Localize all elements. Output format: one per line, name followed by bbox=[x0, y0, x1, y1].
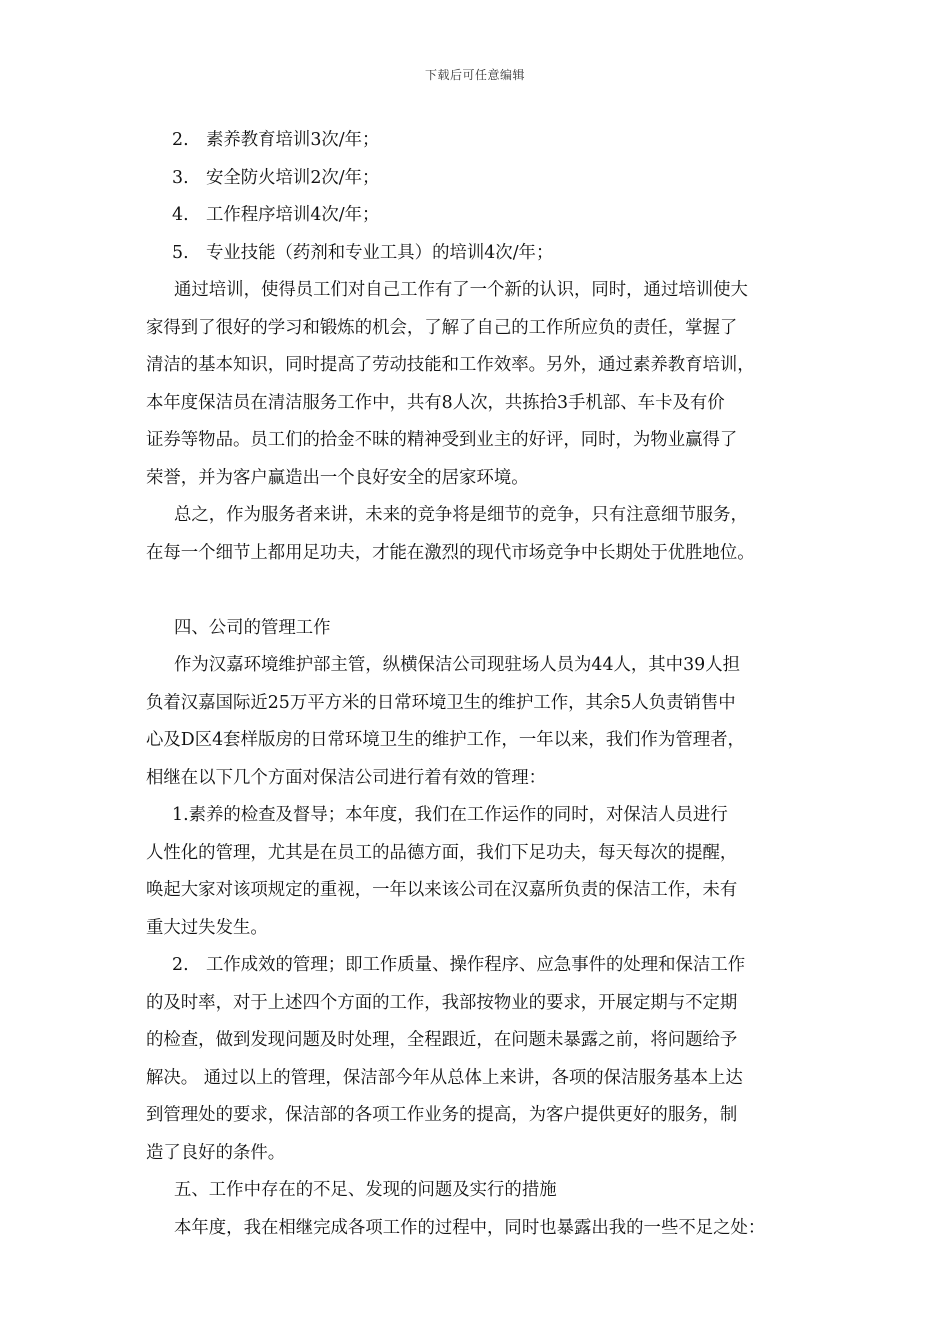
list-item-training-4: 4. 工作程序培训4次/年； bbox=[172, 205, 380, 225]
list-item-training-2: 2. 素养教育培训3次/年； bbox=[172, 130, 380, 150]
paragraph-line: 到管理处的要求，保洁部的各项工作业务的提高，为客户提供更好的服务，制 bbox=[146, 1105, 738, 1125]
paragraph-line: 造了良好的条件。 bbox=[146, 1142, 286, 1163]
paragraph-line: 在每一个细节上都用足功夫，才能在激烈的现代市场竞争中长期处于优胜地位。 bbox=[146, 542, 755, 563]
paragraph-line: 负着汉嘉国际近25万平方米的日常环境卫生的维护工作，其余5人负责销售中 bbox=[146, 692, 736, 713]
paragraph-line: 心及D区4套样版房的日常环境卫生的维护工作，一年以来，我们作为管理者， bbox=[146, 730, 745, 750]
paragraph-line: 本年度，我在相继完成各项工作的过程中，同时也暴露出我的一些不足之处： bbox=[174, 1217, 766, 1238]
paragraph-line: 证券等物品。员工们的拾金不昧的精神受到业主的好评，同时，为物业赢得了 bbox=[146, 430, 738, 450]
paragraph-line: 相继在以下几个方面对保洁公司进行着有效的管理： bbox=[146, 767, 546, 788]
paragraph-line: 荣誉，并为客户赢造出一个良好安全的居家环境。 bbox=[146, 467, 529, 488]
document-body bbox=[146, 122, 818, 1247]
paragraph-line: 的及时率，对于上述四个方面的工作，我部按物业的要求，开展定期与不定期 bbox=[146, 992, 738, 1013]
paragraph-line: 重大过失发生。 bbox=[146, 917, 268, 938]
paragraph-line: 总之，作为服务者来讲，未来的竞争将是细节的竞争，只有注意细节服务， bbox=[174, 505, 748, 525]
paragraph-line: 人性化的管理，尤其是在员工的品德方面，我们下足功夫，每天每次的提醒， bbox=[146, 842, 738, 863]
section-heading-4: 四、公司的管理工作 bbox=[174, 617, 331, 638]
paragraph-line: 2. 工作成效的管理；即工作质量、操作程序、应急事件的处理和保洁工作 bbox=[172, 955, 746, 975]
paragraph-line: 本年度保洁员在清洁服务工作中，共有8人次，共拣拾3手机部、车卡及有价 bbox=[146, 392, 725, 413]
paragraph-line: 通过培训，使得员工们对自己工作有了一个新的认识，同时，通过培训使大 bbox=[174, 280, 748, 300]
page-header: 下载后可任意编辑 bbox=[424, 68, 525, 82]
section-heading-5: 五、工作中存在的不足、发现的问题及实行的措施 bbox=[174, 1180, 557, 1200]
list-item-training-5: 5. 专业技能（药剂和专业工具）的培训4次/年； bbox=[172, 242, 554, 263]
paragraph-line: 家得到了很好的学习和锻炼的机会，了解了自己的工作所应负的责任，掌握了 bbox=[146, 317, 738, 338]
list-item-training-3: 3. 安全防火培训2次/年； bbox=[172, 167, 380, 188]
blank-line bbox=[146, 572, 818, 610]
paragraph-line: 1.素养的检查及督导；本年度，我们在工作运作的同时，对保洁人员进行 bbox=[172, 805, 728, 825]
paragraph-line: 的检查，做到发现问题及时处理，全程跟近，在问题未暴露之前，将问题给予 bbox=[146, 1030, 738, 1050]
paragraph-line: 唤起大家对该项规定的重视，一年以来该公司在汉嘉所负责的保洁工作，未有 bbox=[146, 880, 738, 900]
paragraph-line: 清洁的基本知识，同时提高了劳动技能和工作效率。另外，通过素养教育培训， bbox=[146, 355, 755, 375]
paragraph-line: 作为汉嘉环境维护部主管，纵横保洁公司现驻场人员为44人，其中39人担 bbox=[174, 655, 740, 675]
paragraph-line: 解决。 通过以上的管理，保洁部今年从总体上来讲，各项的保洁服务基本上达 bbox=[146, 1067, 743, 1088]
